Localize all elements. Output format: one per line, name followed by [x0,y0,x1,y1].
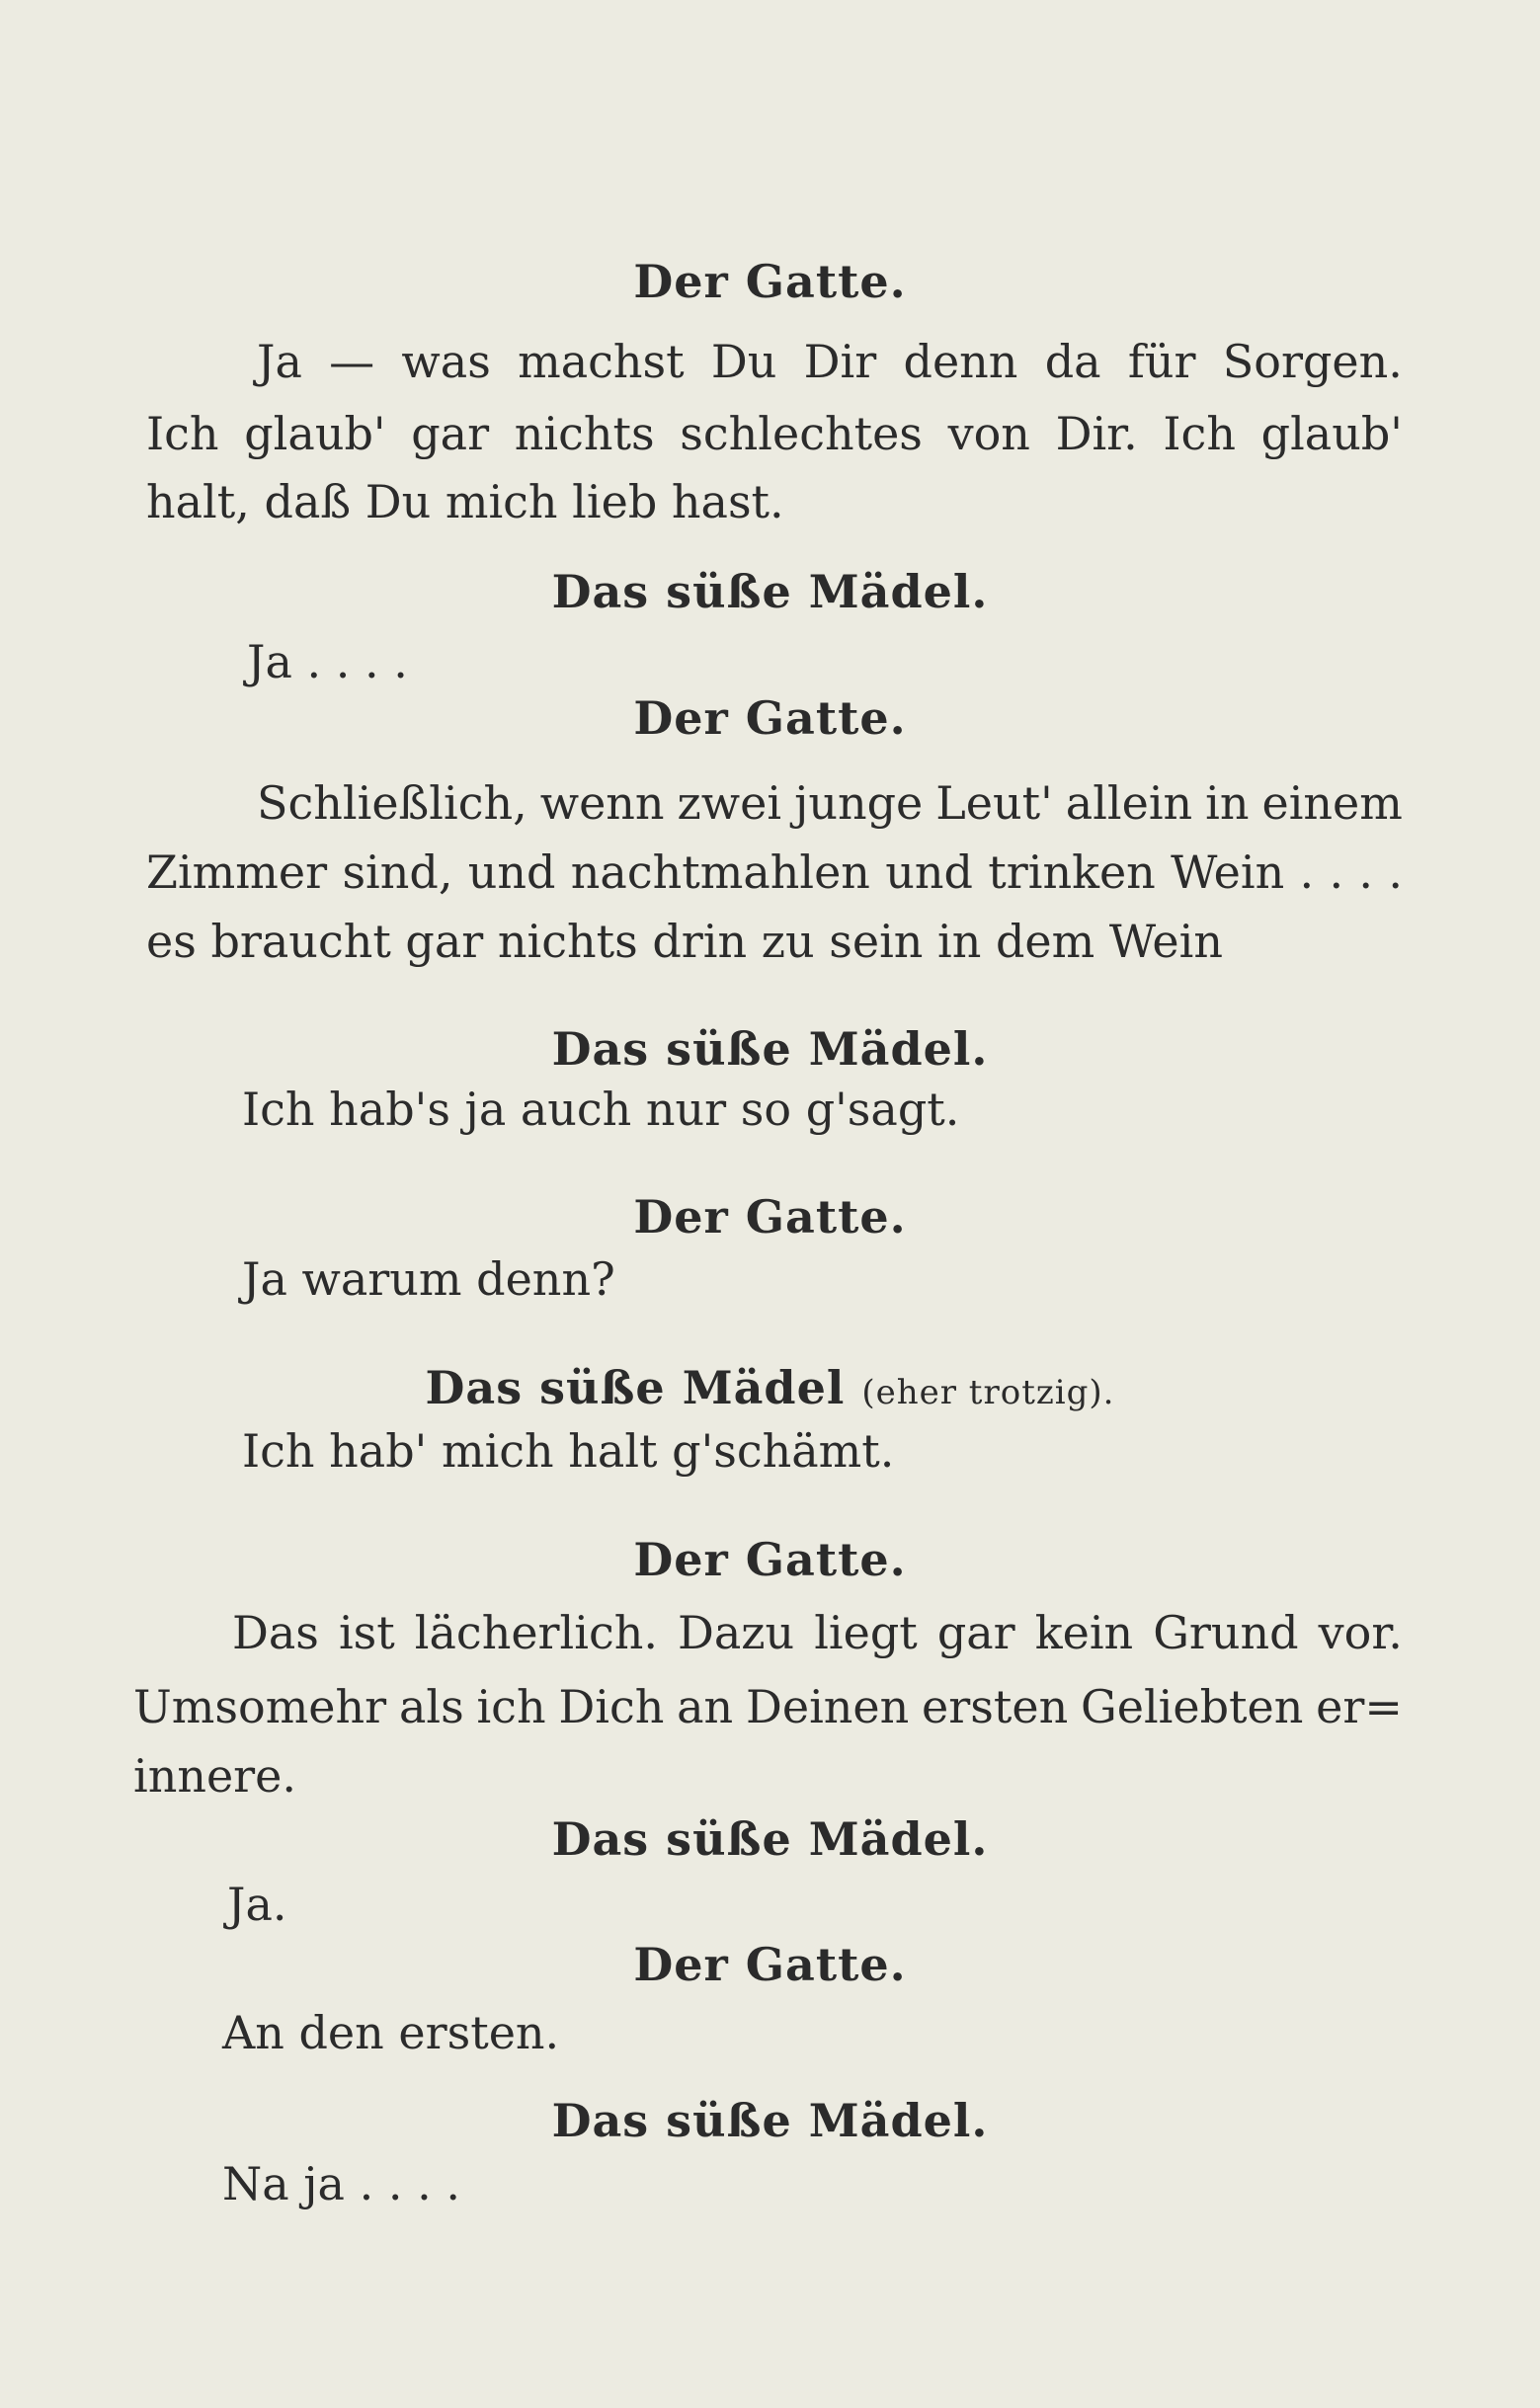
dialogue-line: Ja warum denn? [242,1252,615,1306]
dialogue-line: halt, daß Du mich lieb hast. [146,475,784,528]
speaker-heading: Der Gatte. [633,1533,907,1586]
speaker-heading: Das süße Mädel. [551,565,989,618]
dialogue-line: Schließlich, wenn zwei junge Leut' allein in einem [257,776,1403,830]
dialogue-line: Das ist lächerlich. Dazu liegt gar kein Grund vor. [232,1606,1403,1659]
speaker-name: Das süße Mädel [425,1361,846,1414]
speaker-heading: Das süße Mädel. [551,2094,989,2147]
dialogue-line: Ja . . . . [247,635,408,688]
speaker-heading: Das süße Mädel. [551,1022,989,1076]
dialogue-line: Ja. [227,1878,287,1931]
dialogue-line: es braucht gar nichts drin zu sein in dem Wein [146,915,1223,968]
speaker-heading: Der Gatte. [633,691,907,745]
speaker-heading: Das süße Mädel. [551,1812,989,1866]
speaker-heading [0,1361,1540,1414]
dialogue-line: innere. [133,1749,297,1803]
dialogue-line: Ich hab' mich halt g'schämt. [242,1424,895,1478]
dialogue-line: Zimmer sind, und nachtmahlen und trinken Wein . . . . [146,845,1403,899]
dialogue-line: Umsomehr als ich Dich an Deinen ersten Geliebten er= [133,1680,1403,1733]
dialogue-line: Na ja . . . . [222,2157,460,2210]
dialogue-line: Ich hab's ja auch nur so g'sagt. [242,1083,960,1136]
speaker-heading: Der Gatte. [633,255,907,308]
speaker-heading: Der Gatte. [633,1190,907,1244]
dialogue-line: Ja — was machst Du Dir denn da für Sorgen. [257,335,1403,388]
stage-direction: (eher trotzig). [861,1373,1115,1412]
speaker-heading: Der Gatte. [633,1938,907,1991]
dialogue-line: Ich glaub' gar nichts schlechtes von Dir. Ich glaub' [146,407,1403,460]
dialogue-line: An den ersten. [222,2006,560,2059]
